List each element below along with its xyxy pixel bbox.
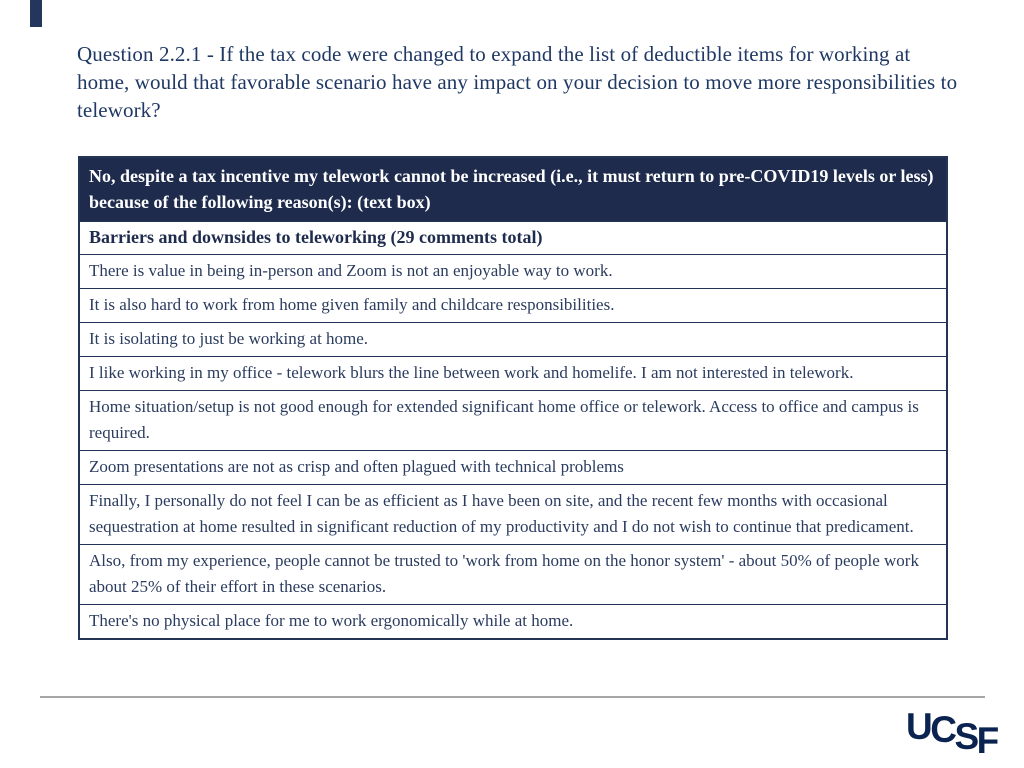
table-row: I like working in my office - telework blurs the line between work and homelife. I am not interested in telework. [80, 357, 946, 391]
table-row: Zoom presentations are not as crisp and often plagued with technical problems [80, 451, 946, 485]
ucsf-logo-letter: S [954, 716, 977, 757]
table-row: Also, from my experience, people cannot be trusted to 'work from home on the honor system' - about 50% of people work about 25% of their effort in these scenarios. [80, 545, 946, 605]
ucsf-logo-letter: U [906, 706, 931, 747]
table-row: Finally, I personally do not feel I can be as efficient as I have been on site, and the recent few months with occasional sequestration at home resulted in significant reduction of my productivity and I do not wish to continue that predicament. [80, 485, 946, 545]
table-row: There's no physical place for me to work ergonomically while at home. [80, 605, 946, 638]
ucsf-logo-letter: C [930, 709, 955, 750]
slide-accent-bar [30, 0, 42, 27]
table-row: There is value in being in-person and Zoom is not an enjoyable way to work. [80, 255, 946, 289]
comments-table [78, 156, 948, 640]
table-row: Home situation/setup is not good enough for extended significant home office or telework. Access to office and campus is required. [80, 391, 946, 451]
footer-divider-line [40, 696, 985, 698]
table-subheader-row: Barriers and downsides to teleworking (29 comments total) [80, 222, 946, 255]
ucsf-logo [906, 706, 996, 764]
table-row: It is also hard to work from home given family and childcare responsibilities. [80, 289, 946, 323]
ucsf-logo-letter: F [976, 720, 997, 761]
table-row: It is isolating to just be working at home. [80, 323, 946, 357]
question-title: Question 2.2.1 - If the tax code were changed to expand the list of deductible items for working at home, would that favorable scenario have any impact on your decision to move more responsibilities to telework? [77, 42, 958, 123]
table-header-row: No, despite a tax incentive my telework cannot be increased (i.e., it must return to pre-COVID19 levels or less) because of the following reason(s): (text box) [80, 158, 946, 222]
